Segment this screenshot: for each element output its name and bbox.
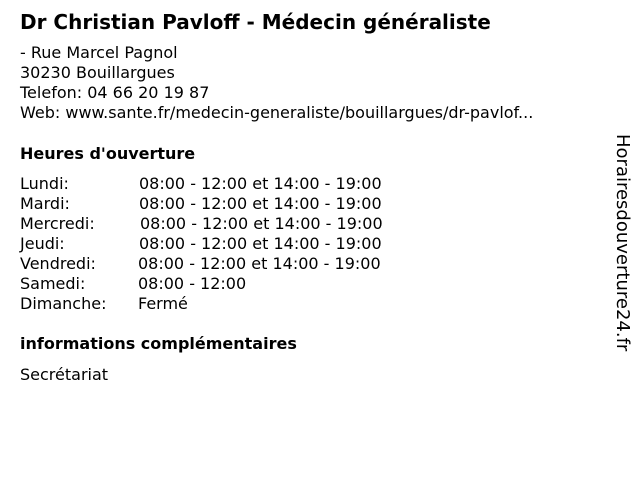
city-postal-code: 30230 Bouillargues (20, 63, 175, 82)
opening-hours-table (20, 174, 440, 314)
day-label: Lundi: (20, 174, 69, 193)
hours-row-saturday (20, 274, 440, 294)
hours-row-monday (20, 174, 440, 194)
additional-info-heading: informations complémentaires (20, 334, 297, 353)
day-label: Jeudi: (20, 234, 65, 253)
time-range: 08:00 - 12:00 (138, 274, 247, 293)
street-address: - Rue Marcel Pagnol (20, 43, 178, 62)
page-title: Dr Christian Pavloff - Médecin généraliste (20, 10, 491, 34)
website-url: Web: www.sante.fr/medecin-generaliste/bouillargues/dr-pavlof... (20, 103, 534, 122)
time-range: 08:00 - 12:00 et 14:00 - 19:00 (139, 234, 382, 253)
hours-row-wednesday (20, 214, 440, 234)
additional-info-text: Secrétariat (20, 365, 109, 384)
hours-row-friday (20, 254, 440, 274)
day-label: Mardi: (20, 194, 70, 213)
day-label: Dimanche: (20, 294, 107, 313)
day-label: Mercredi: (20, 214, 95, 233)
time-range: 08:00 - 12:00 et 14:00 - 19:00 (138, 254, 381, 273)
day-label: Samedi: (20, 274, 86, 293)
opening-hours-heading: Heures d'ouverture (20, 144, 196, 163)
address-block (20, 43, 533, 123)
day-label: Vendredi: (20, 254, 96, 273)
phone-number: Telefon: 04 66 20 19 87 (20, 83, 210, 102)
hours-row-tuesday (20, 194, 440, 214)
hours-row-sunday (20, 294, 440, 314)
time-range: Fermé (138, 294, 188, 313)
time-range: 08:00 - 12:00 et 14:00 - 19:00 (140, 214, 383, 233)
time-range: 08:00 - 12:00 et 14:00 - 19:00 (139, 174, 382, 193)
hours-row-thursday (20, 234, 440, 254)
time-range: 08:00 - 12:00 et 14:00 - 19:00 (139, 194, 382, 213)
site-watermark: Horairesdouverture24.fr (612, 134, 633, 352)
